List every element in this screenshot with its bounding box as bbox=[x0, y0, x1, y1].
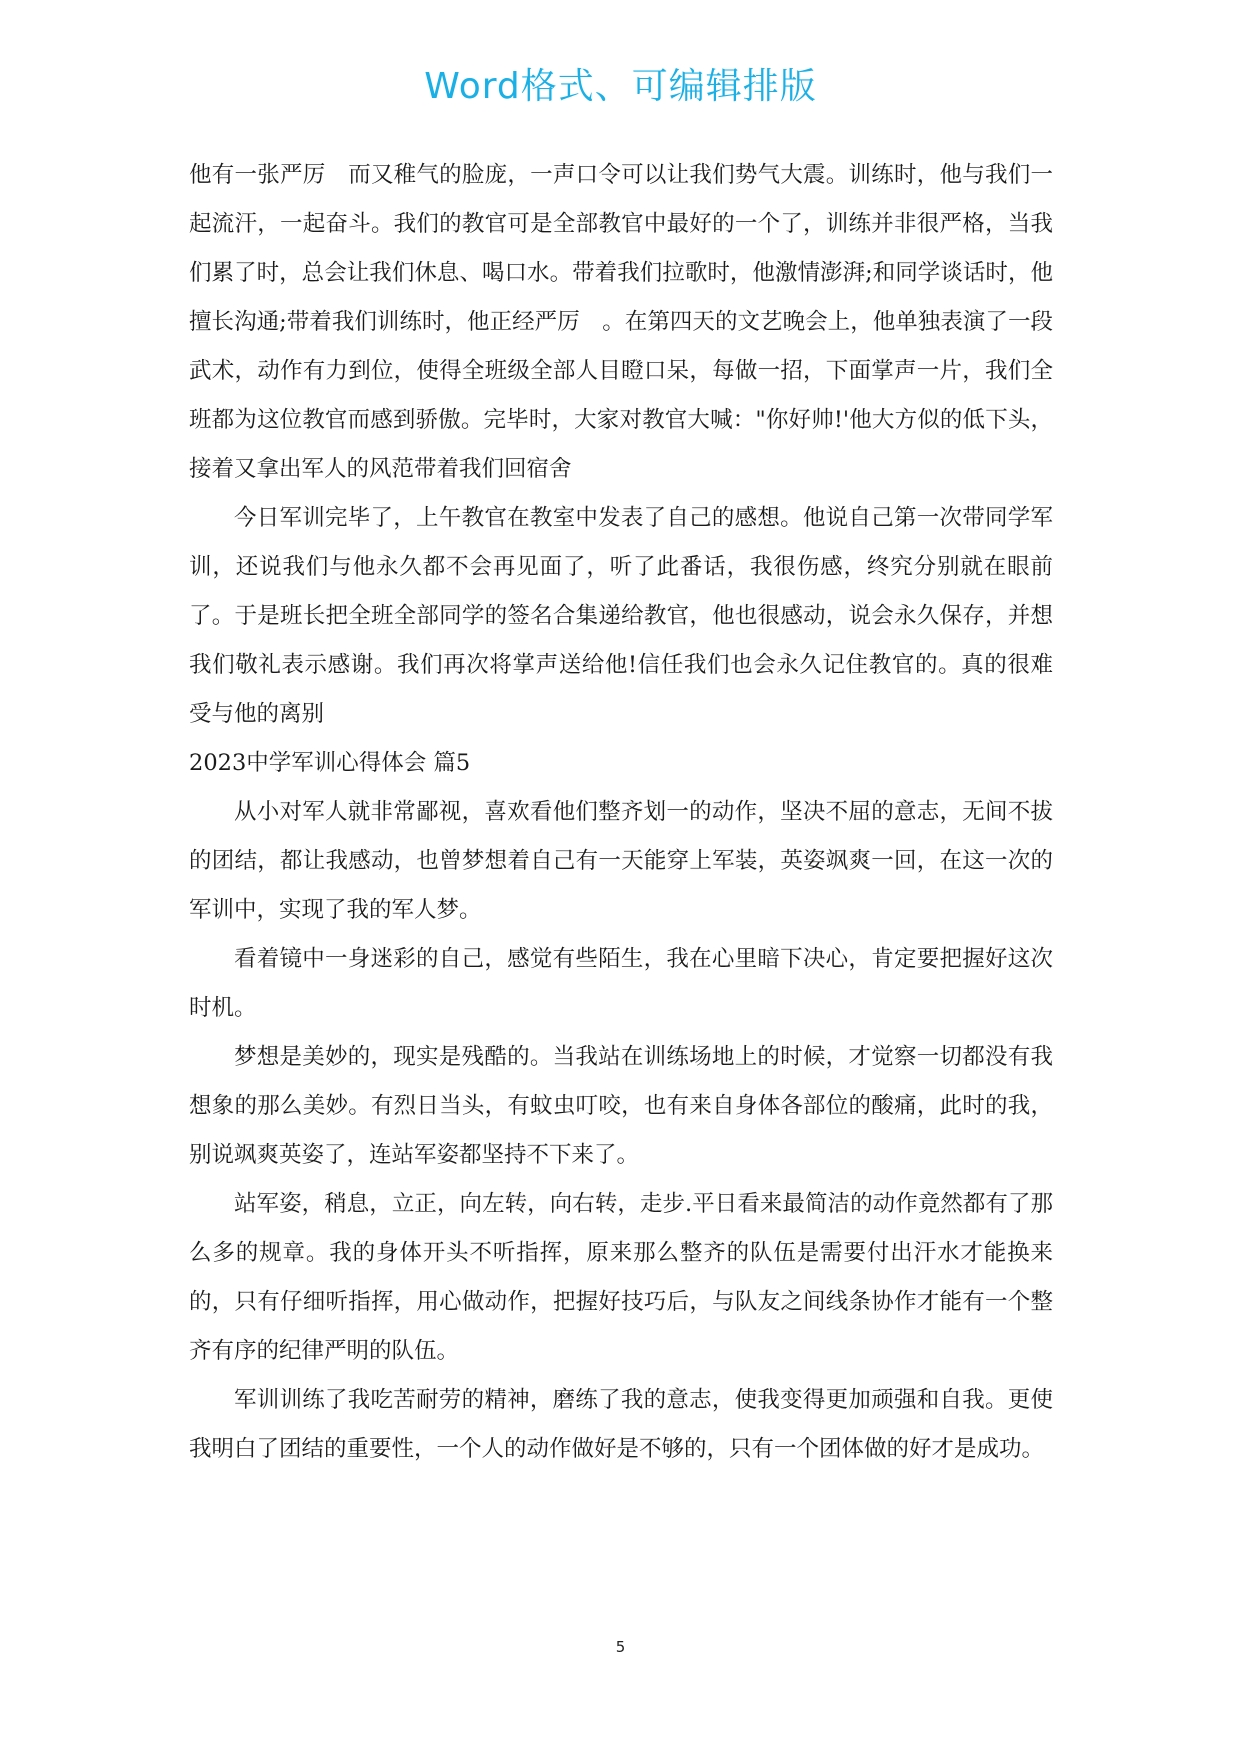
document-header-title: Word格式、可编辑排版 bbox=[424, 66, 817, 107]
page-number: 5 bbox=[615, 1638, 626, 1656]
paragraph-soldier-dream: 从小对军人就非常鄙视，喜欢看他们整齐划一的动作，坚决不屈的意志，无间不拔的团结，都让我感动，也曾梦想着自己有一天能穿上军装，英姿飒爽一回，在这一次的军训中，实现了我的军人梦。 bbox=[189, 799, 1053, 923]
paragraph-drills: 站军姿，稍息，立正，向左转，向右转，走步.平日看来最简洁的动作竟然都有了那么多的规章。我的身体开头不听指挥，原来那么整齐的队伍是需要付出汗水才能换来的，只有仔细听指挥，用心做动作，把握好技巧后，与队友之间线条协作才能有一个整齐有序的纪律严明的队伍。 bbox=[189, 1191, 1053, 1364]
paragraph-reality: 梦想是美妙的，现实是残酷的。当我站在训练场地上的时候，才觉察一切都没有我想象的那么美妙。有烈日当头，有蚊虫叮咬，也有来自身体各部位的酸痛，此时的我，别说飒爽英姿了，连站军姿都坚持不下来了。 bbox=[189, 1044, 1053, 1168]
document-body bbox=[189, 151, 1053, 1474]
section-heading: 2023中学军训心得体会 篇5 bbox=[189, 750, 471, 776]
paragraph-mirror: 看着镜中一身迷彩的自己，感觉有些陌生，我在心里暗下决心，肯定要把握好这次时机。 bbox=[189, 946, 1053, 1021]
paragraph-training-ended: 今日军训完毕了，上午教官在教室中发表了自己的感想。他说自己第一次带同学军训，还说我们与他永久都不会再见面了，听了此番话，我很伤感，终究分别就在眼前了。于是班长把全班全部同学的签名合集递给教官，他也很感动，说会永久保存，并想我们敬礼表示感谢。我们再次将掌声送给他!信任我们也会永久记住教官的。真的很难受与他的离别 bbox=[189, 505, 1053, 727]
paragraph-conclusion: 军训训练了我吃苦耐劳的精神，磨练了我的意志，使我变得更加顽强和自我。更使我明白了团结的重要性，一个人的动作做好是不够的，只有一个团体做的好才是成功。 bbox=[189, 1387, 1053, 1462]
paragraph-instructor-description: 他有一张严厉 而又稚气的脸庞，一声口令可以让我们势气大震。训练时，他与我们一起流汗，一起奋斗。我们的教官可是全部教官中最好的一个了，训练并非很严格，当我们累了时，总会让我们休息、喝口水。带着我们拉歌时，他激情澎湃;和同学谈话时，他擅长沟通;带着我们训练时，他正经严厉 。在第四天的文艺晚会上，他单独表演了一段武术，动作有力到位，使得全班级全部人目瞪口呆，每做一招，下面掌声一片，我们全班都为这位教官而感到骄傲。完毕时，大家对教官大喊："你好帅!'他大方似的低下头，接着又拿出军人的风范带着我们回宿舍 bbox=[189, 162, 1053, 482]
